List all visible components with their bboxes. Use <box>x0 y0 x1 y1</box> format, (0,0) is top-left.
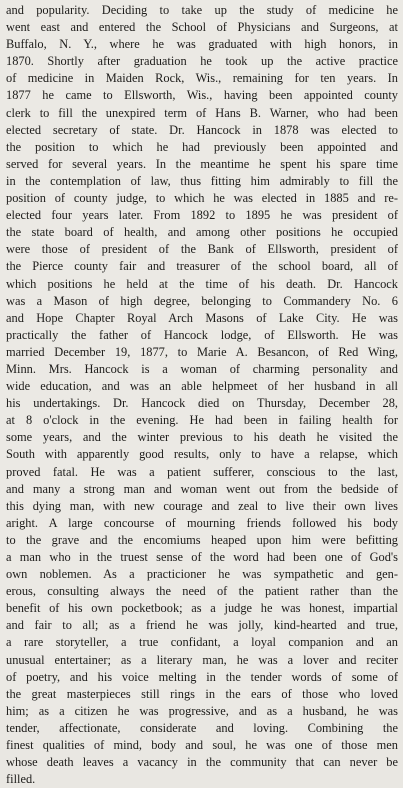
text-line: served for several years. In the meantime he spent his spare time <box>6 156 398 171</box>
text-line: wide education, and was an able helpmeet of her husband in all <box>6 379 398 394</box>
text-line: Minn. Mrs. Hancock is a woman of charming personality and <box>6 361 398 376</box>
text-line: to the grave and the encomiums heaped upon him were befitting <box>6 532 398 547</box>
text-line: which positions he held at the time of his death. Dr. Hancock <box>6 276 398 291</box>
text-line: a rare storyteller, a true confidant, a loyal companion and an <box>6 635 398 650</box>
text-line: filled. <box>6 772 36 787</box>
biography-text <box>6 2 398 788</box>
text-line: finest qualities of mind, body and soul, he was one of those men <box>6 738 398 753</box>
text-line: at 8 o'clock in the evening. He had been in failing health for <box>6 413 398 428</box>
text-line: position of county judge, to which he was elected in 1885 and re- <box>6 191 398 206</box>
text-line: went east and entered the School of Physicians and Surgeons, at <box>6 20 398 35</box>
text-line: and Hope Chapter Royal Arch Masons of Lake City. He was <box>6 310 398 325</box>
text-line: of poetry, and his voice melting in the tender words of some of <box>6 669 398 684</box>
text-line: elected four years later. From 1892 to 1895 he was president of <box>6 208 398 223</box>
text-line: of medicine in Maiden Rock, Wis., remaining for ten years. In <box>6 71 398 86</box>
text-line: tender, affectionate, considerate and loving. Combining the <box>6 720 398 735</box>
text-line: some years, and the winter previous to his death he visited the <box>6 430 398 445</box>
text-line: him; as a citizen he was progressive, and as a husband, he was <box>6 703 398 718</box>
text-line: unusual entertainer; as a literary man, he was a lover and reciter <box>6 652 398 667</box>
text-line: and popularity. Deciding to take up the study of medicine he <box>6 3 398 17</box>
text-line: the state board of health, and among other positions he occupied <box>6 225 398 240</box>
text-line: was a Mason of high degree, belonging to Commandery No. 6 <box>6 293 398 308</box>
text-line: Buffalo, N. Y., where he was graduated with high honors, in <box>6 37 398 52</box>
text-line: benefit of his own pocketbook; as a judge he was honest, impartial <box>6 601 398 616</box>
text-line: elected secretary of state. Dr. Hancock in 1878 was elected to <box>6 122 398 137</box>
text-line: the Pierce county fair and treasurer of the school board, all of <box>6 259 398 274</box>
text-line: South with apparently good results, only to have a relapse, which <box>6 447 398 462</box>
text-line: 1870. Shortly after graduation he took up the active practice <box>6 54 398 69</box>
text-line: 1877 he came to Ellsworth, Wis., having been appointed county <box>6 88 398 103</box>
text-line: own noblemen. As a practicioner he was sympathetic and gen- <box>6 567 398 582</box>
text-line: practically the father of Hancock lodge, of Ellsworth. He was <box>6 327 398 342</box>
text-line: this dying man, with new courage and zeal to live their own lives <box>6 498 398 513</box>
text-line: proved fatal. He was a patient sufferer, conscious to the last, <box>6 464 398 479</box>
text-line: a man who in the truest sense of the word had been one of God's <box>6 550 398 564</box>
text-line: aright. A large concourse of mourning friends followed his body <box>6 515 398 530</box>
text-line: whose death leaves a vacancy in the community that can never be <box>6 755 398 770</box>
text-line: the great masterpieces still rings in the ears of those who loved <box>6 686 398 701</box>
text-line: the position to which he had previously been appointed and <box>6 139 398 154</box>
text-line: erous, consulting always the need of the patient rather than the <box>6 584 398 599</box>
text-line: clerk to fill the unexpired term of Hans B. Warner, who had been <box>6 105 398 120</box>
text-line: and many a strong man and woman went out from the bedside of <box>6 481 398 496</box>
text-line: his undertakings. Dr. Hancock died on Thursday, December 28, <box>6 396 398 411</box>
text-line: married December 19, 1877, to Marie A. Besancon, of Red Wing, <box>6 344 398 359</box>
text-line: in the contemplation of law, thus fitting him admirably to fill the <box>6 173 398 188</box>
text-line: were those of president of the Bank of Ellsworth, president of <box>6 242 398 257</box>
text-line: and fair to all; as a friend he was jolly, kind-hearted and true, <box>6 618 398 633</box>
